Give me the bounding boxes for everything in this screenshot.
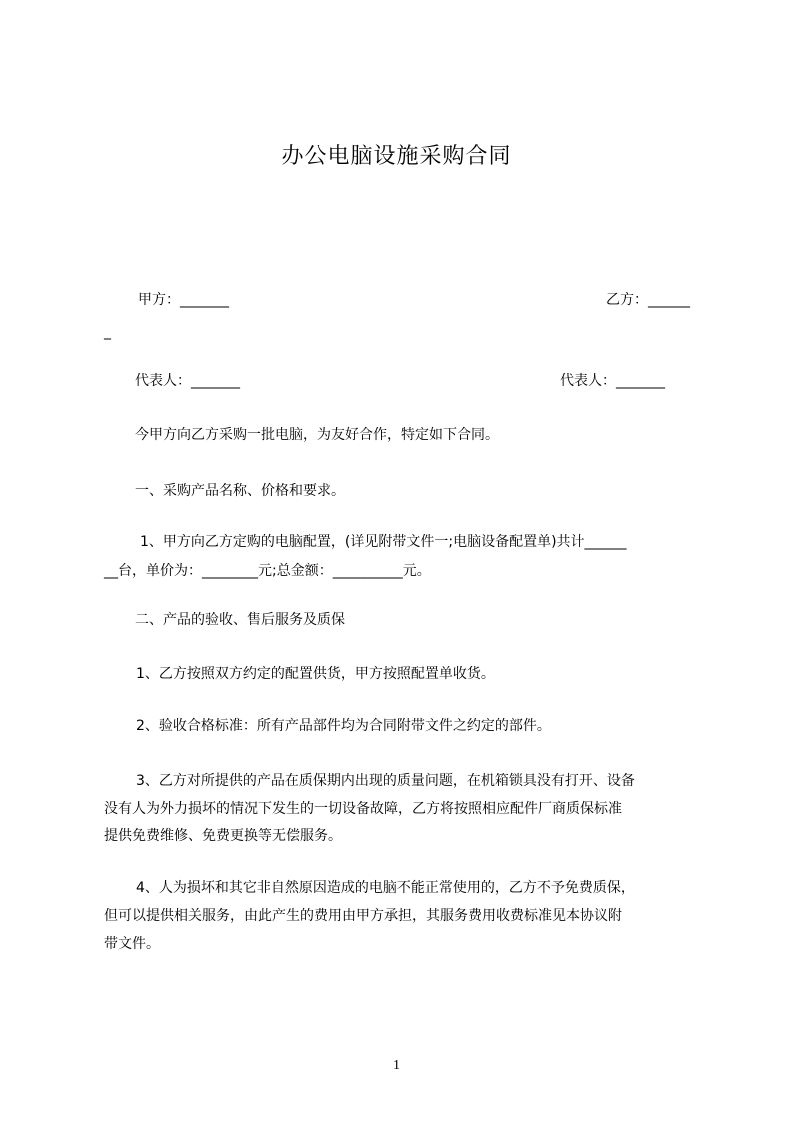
party-b-continuation: _ (104, 324, 111, 340)
page-title: 办公电脑设施采购合同 (281, 144, 512, 169)
section-2-item-3-line-2: 没有人为外力损坏的情况下发生的一切设备故障，乙方将按照相应配件厂商质保标准 (104, 801, 622, 817)
party-a-line: 甲方：_______ (138, 292, 229, 308)
section-2-item-2: 2、验收合格标准：所有产品部件均为合同附带文件之约定的部件。 (136, 718, 551, 734)
section-2-item-3-line-3: 提供免费维修、免费更换等无偿服务。 (104, 828, 342, 844)
representative-a-line: 代表人：_______ (135, 373, 240, 389)
representative-b-line: 代表人：_______ (560, 373, 665, 389)
section-2-item-4-line-1: 4、人为损坏和其它非自然原因造成的电脑不能正常使用的，乙方不予免费质保， (136, 880, 635, 896)
section-1-item-1-line-2: __台，单价为：________元;总金额：__________元。 (104, 563, 431, 579)
section-1-heading: 一、采购产品名称、价格和要求。 (135, 483, 345, 499)
section-2-item-4-line-3: 带文件。 (104, 936, 160, 952)
section-1-item-1-line-1: 1、甲方向乙方定购的电脑配置，(详见附带文件一;电脑设备配置单)共计______ (140, 534, 627, 550)
party-b-line: 乙方：______ (606, 292, 690, 308)
intro-paragraph: 今甲方向乙方采购一批电脑，为友好合作，特定如下合同。 (135, 427, 499, 443)
section-2-item-3-line-1: 3、乙方对所提供的产品在质保期内出现的质量问题，在机箱锁具没有打开、设备 (136, 773, 635, 789)
section-2-heading: 二、产品的验收、售后服务及质保 (135, 612, 345, 628)
section-2-item-1: 1、乙方按照双方约定的配置供货，甲方按照配置单收货。 (136, 666, 495, 682)
section-2-item-4-line-2: 但可以提供相关服务，由此产生的费用由甲方承担，其服务费用收费标准见本协议附 (104, 908, 622, 924)
page-number: 1 (393, 1058, 400, 1073)
